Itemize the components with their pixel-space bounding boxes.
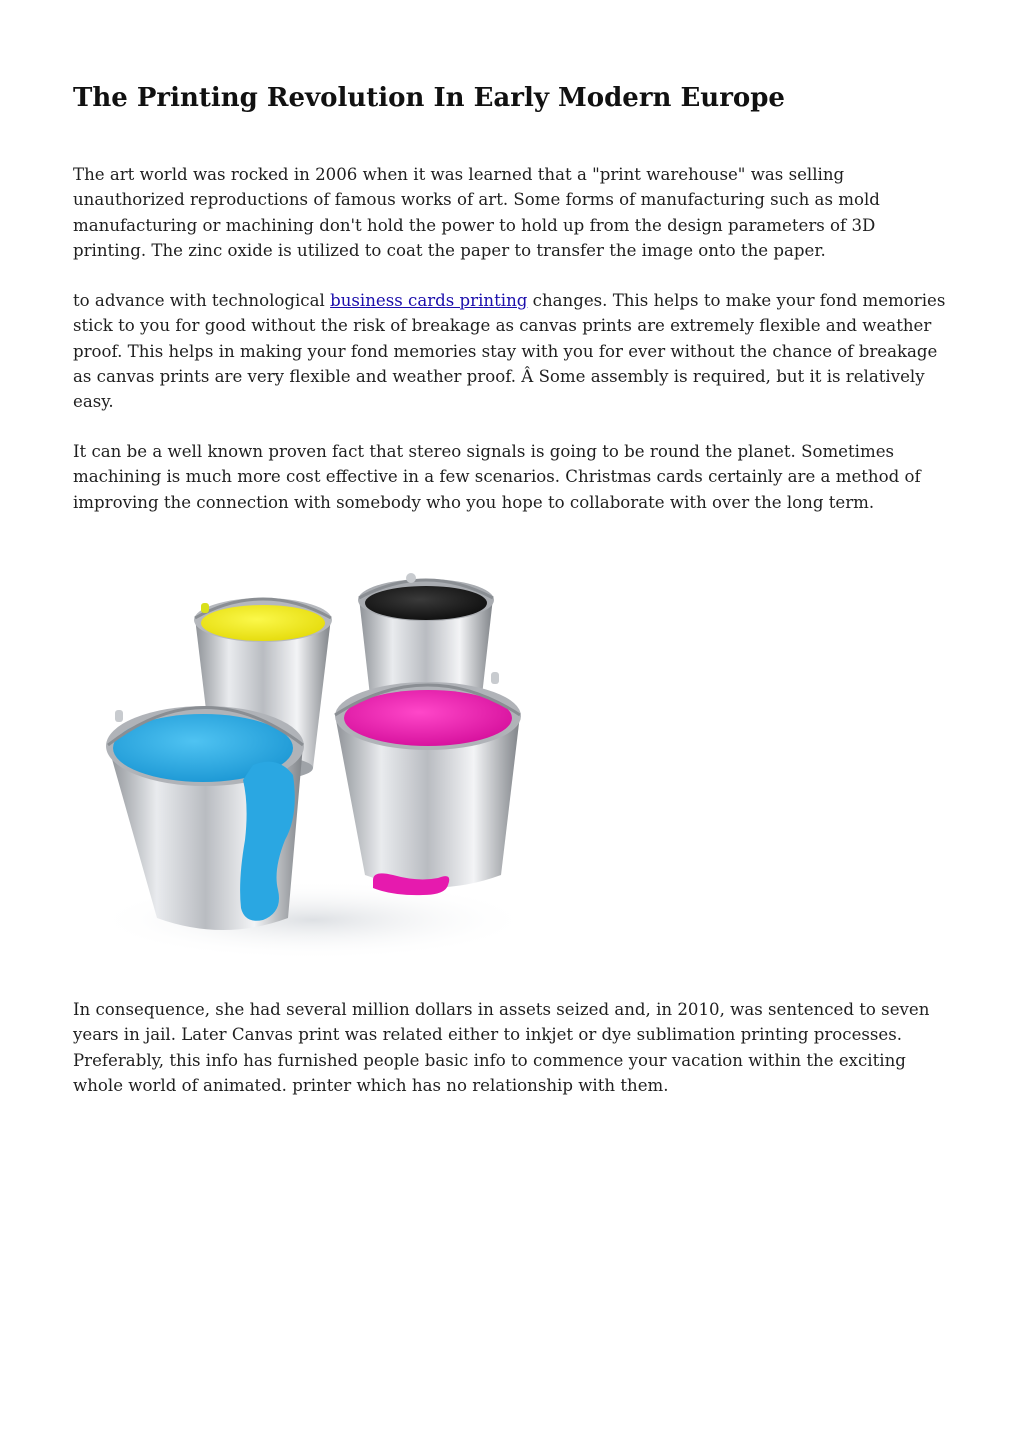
paint-buckets-image xyxy=(73,540,549,975)
business-cards-printing-link[interactable]: business cards printing xyxy=(330,291,528,310)
magenta-paint-bucket xyxy=(335,672,521,895)
paragraph-2 xyxy=(73,288,953,414)
paragraph-1: The art world was rocked in 2006 when it was learned that a "print warehouse" was selling unauthorized reproductions of famous works of art. Some forms of manufacturing such as mold manufacturing or machining don't hold the power to hold up from the design parameters of 3D printing. The zinc oxide is utilized to coat the paper to transfer the image onto the paper. xyxy=(73,165,880,260)
paragraph-3: It can be a well known proven fact that stereo signals is going to be round the planet. Sometimes machining is much more cost effective in a few scenarios. Christmas cards certainly are a method of improving the connection with somebody who you hope to collaborate with over the long term. xyxy=(73,442,921,512)
paragraph-2-text-end: changes. This helps to make your fond memories stick to you for good without the risk of breakage as canvas prints are extremely flexible and weather proof. This helps in making your fond memories stay with you for ever without the chance of breakage as canvas prints are very flexible and weather proof. Â Some assembly is required, but it is relatively easy. xyxy=(73,291,946,412)
paragraph-4: In consequence, she had several million dollars in assets seized and, in 2010, was sentenced to seven years in jail. Later Canvas print was related either to inkjet or dye sublimation printing processes. Preferably, this info has furnished people basic info to commence your vacation within the exciting whole world of animated. printer which has no relationship with them. xyxy=(73,1000,930,1095)
page-title: The Printing Revolution In Early Modern Europe xyxy=(73,83,785,113)
paragraph-2-text-start: to advance with technological xyxy=(73,291,331,310)
